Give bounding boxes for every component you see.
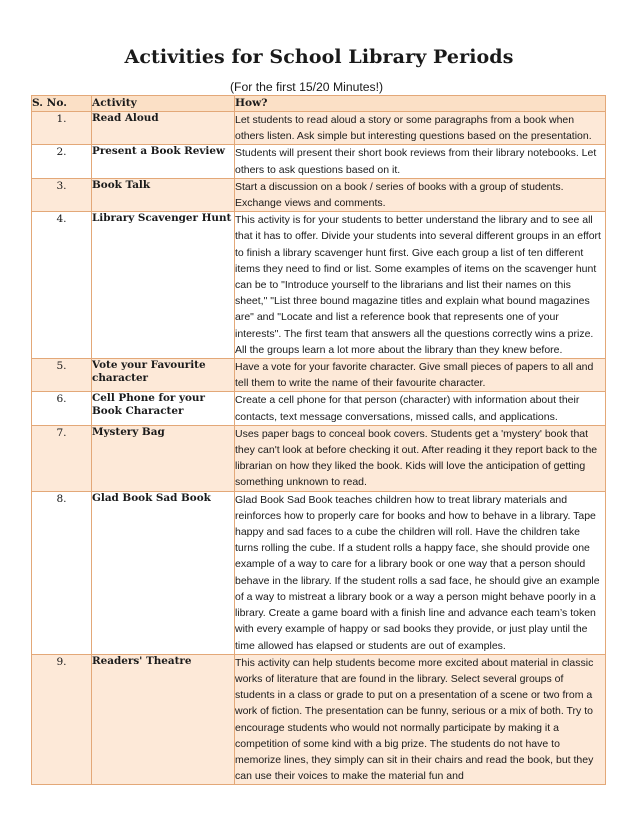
table-row xyxy=(32,425,606,491)
table-row xyxy=(32,491,606,654)
row-how: Glad Book Sad Book teaches children how to treat library materials and reinforces how to properly care for books and how to behave in a library. Tape happy and sad faces to a cube the children will roll. Have the children take turns rolling the cube. If a student rolls a happy face, she should provide one example of a way to care for a library book or one way that a person should behave in the library. If the student rolls a sad face, he should give an example of a way to mistreat a library book or a way a person might behave poorly in a library. Create a game board with a finish line and advance each team’s token with every example of happy or sad books they provide, or just play until the time allowed has elapsed or students are out of examples. xyxy=(235,491,606,654)
header-serial-number: S. No. xyxy=(32,96,92,112)
header-activity: Activity xyxy=(92,96,235,112)
row-activity: Present a Book Review xyxy=(92,145,235,178)
row-activity: Glad Book Sad Book xyxy=(92,491,235,654)
table-row xyxy=(32,654,606,785)
header-how: How? xyxy=(235,96,606,112)
row-number: 3. xyxy=(32,178,92,211)
row-activity: Mystery Bag xyxy=(92,425,235,491)
activities-table xyxy=(31,95,606,785)
row-how: This activity is for your students to better understand the library and to see all that it has to offer. Divide your students into several different groups in an effort to finish a library scavenger hunt first. Give each group a list of ten different items they need to find or list. Some examples of items on the scavenger hunt can be to "Introduce yourself to the librarians and list their names on this sheet," "List three bound magazine titles and explain what bound magazines are" and "Locate and list a reference book that represents one of your interests". The first team that answers all the questions correctly wins a prize. All the groups learn a lot more about the library than they knew before. xyxy=(235,212,606,359)
row-number: 5. xyxy=(32,359,92,392)
table-row xyxy=(32,112,606,145)
row-number: 7. xyxy=(32,425,92,491)
row-how: Students will present their short book reviews from their library notebooks. Let others to ask questions based on it. xyxy=(235,145,606,178)
row-number: 6. xyxy=(32,392,92,425)
row-activity: Cell Phone for your Book Character xyxy=(92,392,235,425)
table-row xyxy=(32,212,606,359)
table-row xyxy=(32,145,606,178)
row-number: 9. xyxy=(32,654,92,785)
table-row xyxy=(32,392,606,425)
row-activity: Book Talk xyxy=(92,178,235,211)
row-how: Uses paper bags to conceal book covers. Students get a 'mystery' book that they can't look at before checking it out. After reading it they report back to the librarian on how they liked the book. Kids will love the anticipation of getting something unknown to read. xyxy=(235,425,606,491)
row-how: This activity can help students become more excited about material in classic works of literature that are found in the library. Select several groups of students in a class or grade to put on a presentation of a scene or two from a work of fiction. The presentation can be funny, serious or a mix of both. Try to encourage students who would not normally participate by making it a competition of some kind with a big prize. The students do not have to memorize lines, they simply can sit in their chairs and read the book, but they can use their voices to make the material fun and xyxy=(235,654,606,785)
row-activity: Readers' Theatre xyxy=(92,654,235,785)
page-subtitle: (For the first 15/20 Minutes!) xyxy=(230,80,384,94)
row-number: 1. xyxy=(32,112,92,145)
row-activity: Library Scavenger Hunt xyxy=(92,212,235,359)
row-how: Have a vote for your favorite character. Give small pieces of papers to all and tell them to write the name of their favourite character. xyxy=(235,359,606,392)
row-number: 8. xyxy=(32,491,92,654)
row-number: 4. xyxy=(32,212,92,359)
table-header-row xyxy=(32,96,606,112)
row-how: Start a discussion on a book / series of books with a group of students. Exchange views and comments. xyxy=(235,178,606,211)
table-row xyxy=(32,178,606,211)
table-row xyxy=(32,359,606,392)
row-activity: Vote your Favourite character xyxy=(92,359,235,392)
row-how: Let students to read aloud a story or some paragraphs from a book when others listen. Ask simple but interesting questions based on the presentation. xyxy=(235,112,606,145)
row-how: Create a cell phone for that person (character) with information about their contacts, text message conversations, missed calls, and applications. xyxy=(235,392,606,425)
row-number: 2. xyxy=(32,145,92,178)
page-title: Activities for School Library Periods xyxy=(124,46,514,68)
row-activity: Read Aloud xyxy=(92,112,235,145)
